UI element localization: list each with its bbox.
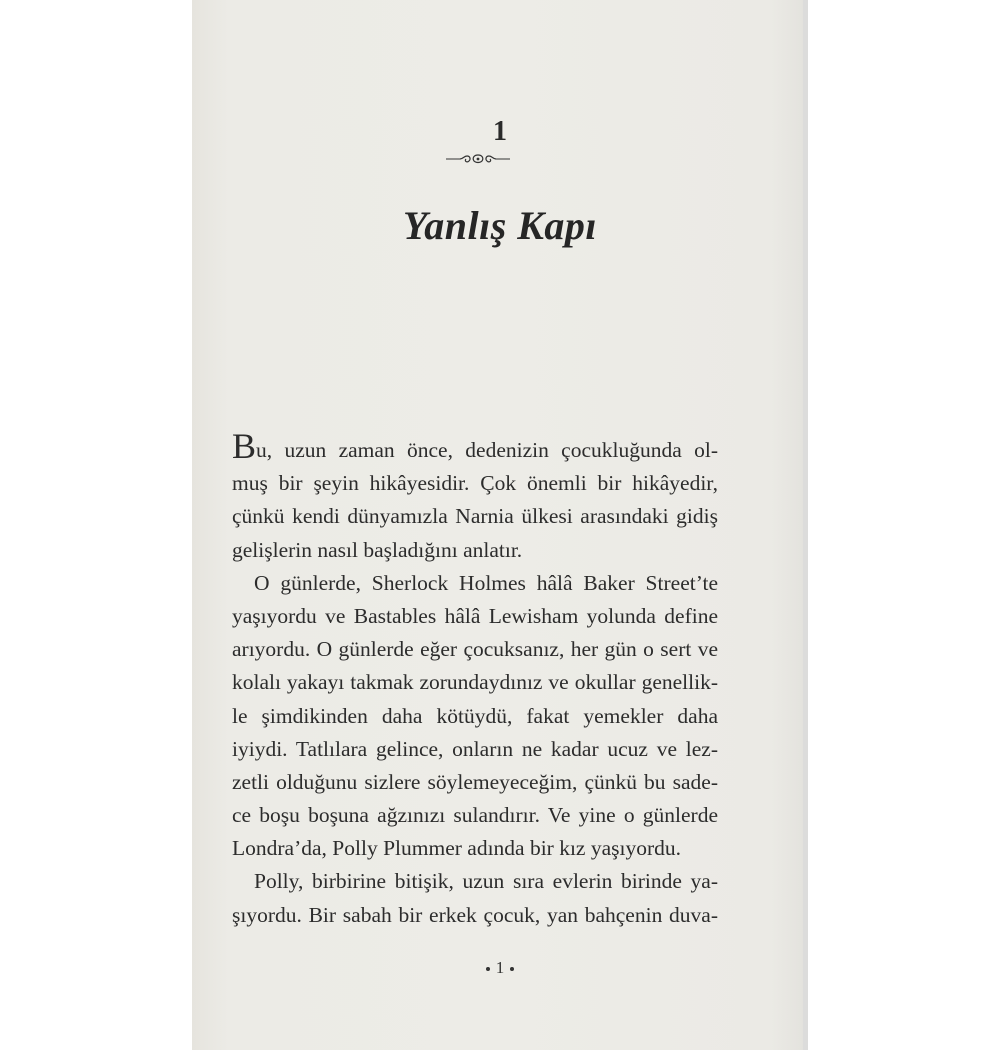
bullet-icon: [486, 967, 490, 971]
chapter-title: Yanlış Kapı: [402, 203, 598, 248]
flourish-ornament-icon: [446, 151, 510, 167]
text-line: kolalı yakayı takmak zorundaydınız ve okullar genellik-: [232, 670, 718, 695]
text-line: O günlerde, Sherlock Holmes hâlâ Baker Street’te: [254, 570, 718, 595]
text-line: gelişlerin nasıl başladığını anlatır.: [232, 537, 523, 562]
text-line: çünkü kendi dünyamızla Narnia ülkesi arasındaki gidiş: [232, 504, 718, 529]
page-edge: [803, 0, 808, 1050]
text-line: Polly, birbirine bitişik, uzun sıra evlerin birinde ya-: [254, 869, 718, 894]
book-page: [192, 0, 808, 1050]
text-line: zetli olduğunu sizlere söylemeyeceğim, çünkü bu sade-: [232, 769, 718, 794]
text-line: le şimdikinden daha kötüydü, fakat yemekler daha: [232, 703, 718, 728]
text-line: yaşıyordu ve Bastables hâlâ Lewisham yolunda define: [232, 603, 718, 628]
text-line: Londra’da, Polly Plummer adında bir kız yaşıyordu.: [232, 836, 682, 861]
text-line: muş bir şeyin hikâyesidir. Çok önemli bir hikâyedir,: [232, 471, 718, 496]
text-line: Bu, uzun zaman önce, dedenizin çocukluğunda ol-: [232, 426, 718, 466]
chapter-number: 1: [493, 116, 507, 147]
text-line: ce boşu boşuna ağzınızı sulandırır. Ve yine o günlerde: [232, 803, 718, 828]
text-line: iyiydi. Tatlılara gelince, onların ne kadar ucuz ve lez-: [232, 736, 718, 761]
page-number: 1: [192, 958, 808, 978]
text-line: şıyordu. Bir sabah bir erkek çocuk, yan bahçenin duva-: [232, 902, 718, 927]
drop-cap: B: [232, 426, 257, 466]
body-text: [232, 426, 718, 932]
text-line: arıyordu. O günlerde eğer çocuksanız, her gün o sert ve: [232, 637, 718, 662]
bullet-icon: [510, 967, 514, 971]
